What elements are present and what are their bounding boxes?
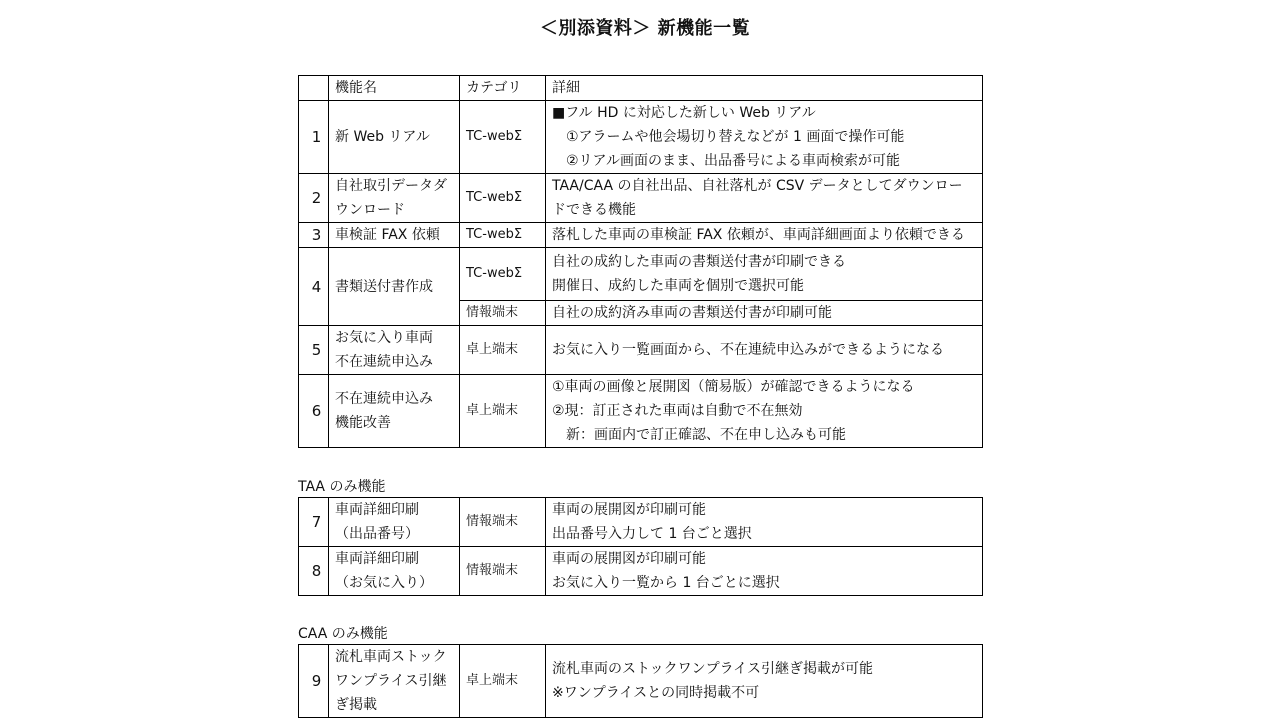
details-cell <box>546 375 983 448</box>
row-number: 7 <box>299 498 329 547</box>
feature-name <box>329 547 460 596</box>
feature-name-line: 流札車両ストック <box>335 649 447 665</box>
table-row <box>299 248 983 301</box>
detail-line: 自社の成約済み車両の書類送付書が印刷可能 <box>552 305 832 321</box>
document-title: ＜別添資料＞ 新機能一覧 <box>539 18 751 39</box>
detail-line: TAA/CAA の自社出品、自社落札が CSV データとしてダウンロー <box>552 178 963 194</box>
row-number: 2 <box>299 174 329 223</box>
category-cell: 卓上端末 <box>460 375 546 448</box>
taa-section-heading: TAA のみ機能 <box>298 479 386 495</box>
details-cell <box>546 223 983 248</box>
row-number: 8 <box>299 547 329 596</box>
feature-name <box>329 375 460 448</box>
feature-name <box>329 174 460 223</box>
category-cell: 情報端末 <box>460 547 546 596</box>
detail-line: 出品番号入力して 1 台ごと選択 <box>552 526 752 542</box>
feature-name-line: ワンプライス引継 <box>335 673 447 689</box>
details-cell <box>546 326 983 375</box>
feature-name-line: ぎ掲載 <box>335 697 377 713</box>
details-cell <box>546 498 983 547</box>
feature-name-text: 書類送付書作成 <box>335 278 433 295</box>
table-row <box>299 375 983 448</box>
header-num <box>299 76 329 101</box>
feature-name-line: 車両詳細印刷 <box>335 502 419 518</box>
header-feature-name: 機能名 <box>329 76 460 101</box>
detail-line: ②リアル画面のまま、出品番号による車両検索が可能 <box>566 153 900 169</box>
caa-section-heading: CAA のみ機能 <box>298 626 388 642</box>
detail-line: 自社の成約した車両の書類送付書が印刷できる <box>552 254 846 270</box>
detail-line: お気に入り一覧から 1 台ごとに選択 <box>552 575 780 591</box>
details-cell <box>546 301 983 326</box>
detail-line: ドできる機能 <box>552 202 636 218</box>
category-cell: TC-webΣ <box>460 174 546 223</box>
feature-name <box>329 101 460 174</box>
row-number: 1 <box>299 101 329 174</box>
feature-name <box>329 498 460 547</box>
category-cell: TC-webΣ <box>460 101 546 174</box>
row-number: 9 <box>299 645 329 718</box>
detail-line: 新：画面内で訂正確認、不在申し込みも可能 <box>566 427 846 443</box>
table-row <box>299 223 983 248</box>
feature-name-line: 機能改善 <box>335 415 391 431</box>
feature-name-line: （出品番号） <box>335 526 419 542</box>
feature-name-line: 不在連続申込み <box>335 354 433 370</box>
feature-name-line: お気に入り車両 <box>335 330 433 346</box>
category-cell: 情報端末 <box>460 498 546 547</box>
header-category: カテゴリ <box>460 76 546 101</box>
table-row <box>299 326 983 375</box>
detail-line: 落札した車両の車検証 FAX 依頼が、車両詳細画面より依頼できる <box>552 227 965 243</box>
table-row <box>299 101 983 174</box>
category-cell: TC-webΣ <box>460 248 546 301</box>
feature-name-text: 新 Web リアル <box>335 129 430 145</box>
table-row <box>299 498 983 547</box>
feature-name-line: ウンロード <box>335 202 405 218</box>
row-number: 4 <box>299 248 329 326</box>
row-number: 6 <box>299 375 329 448</box>
detail-line: ①アラームや他会場切り替えなどが 1 画面で操作可能 <box>566 129 905 145</box>
details-cell <box>546 248 983 301</box>
details-cell <box>546 645 983 718</box>
table-row <box>299 547 983 596</box>
table-header-row <box>299 76 983 101</box>
details-cell <box>546 174 983 223</box>
table-row <box>299 174 983 223</box>
table-row <box>299 645 983 718</box>
header-details: 詳細 <box>546 76 983 101</box>
details-cell <box>546 547 983 596</box>
row-number: 5 <box>299 326 329 375</box>
detail-line: ①車両の画像と展開図（簡易版）が確認できるようになる <box>552 379 915 395</box>
detail-line: ■フル HD に対応した新しい Web リアル <box>552 105 816 121</box>
detail-line: 流札車両のストックワンプライス引継ぎ掲載が可能 <box>552 661 874 677</box>
feature-name-line: 不在連続申込み <box>335 391 433 407</box>
detail-line: 車両の展開図が印刷可能 <box>552 502 706 518</box>
detail-line: 開催日、成約した車両を個別で選択可能 <box>552 278 804 294</box>
feature-name <box>329 326 460 375</box>
category-cell: 卓上端末 <box>460 645 546 718</box>
feature-name <box>329 223 460 248</box>
feature-name <box>329 645 460 718</box>
feature-name-line: 車両詳細印刷 <box>335 551 419 567</box>
feature-name-text: 車検証 FAX 依頼 <box>335 227 440 243</box>
feature-name-line: 自社取引データダ <box>335 178 447 194</box>
feature-name <box>329 248 460 326</box>
details-cell <box>546 101 983 174</box>
feature-name-line: （お気に入り） <box>335 575 433 591</box>
row-number: 3 <box>299 223 329 248</box>
features-table <box>298 75 983 448</box>
detail-line: 車両の展開図が印刷可能 <box>552 551 706 567</box>
detail-line: ※ワンプライスとの同時掲載不可 <box>552 685 760 701</box>
taa-features-table <box>298 497 983 596</box>
category-cell: 卓上端末 <box>460 326 546 375</box>
category-cell: TC-webΣ <box>460 223 546 248</box>
caa-features-table <box>298 644 983 718</box>
detail-line: ②現：訂正された車両は自動で不在無効 <box>552 403 803 419</box>
category-cell: 情報端末 <box>460 301 546 326</box>
detail-line: お気に入り一覧画面から、不在連続申込みができるようになる <box>552 342 944 358</box>
